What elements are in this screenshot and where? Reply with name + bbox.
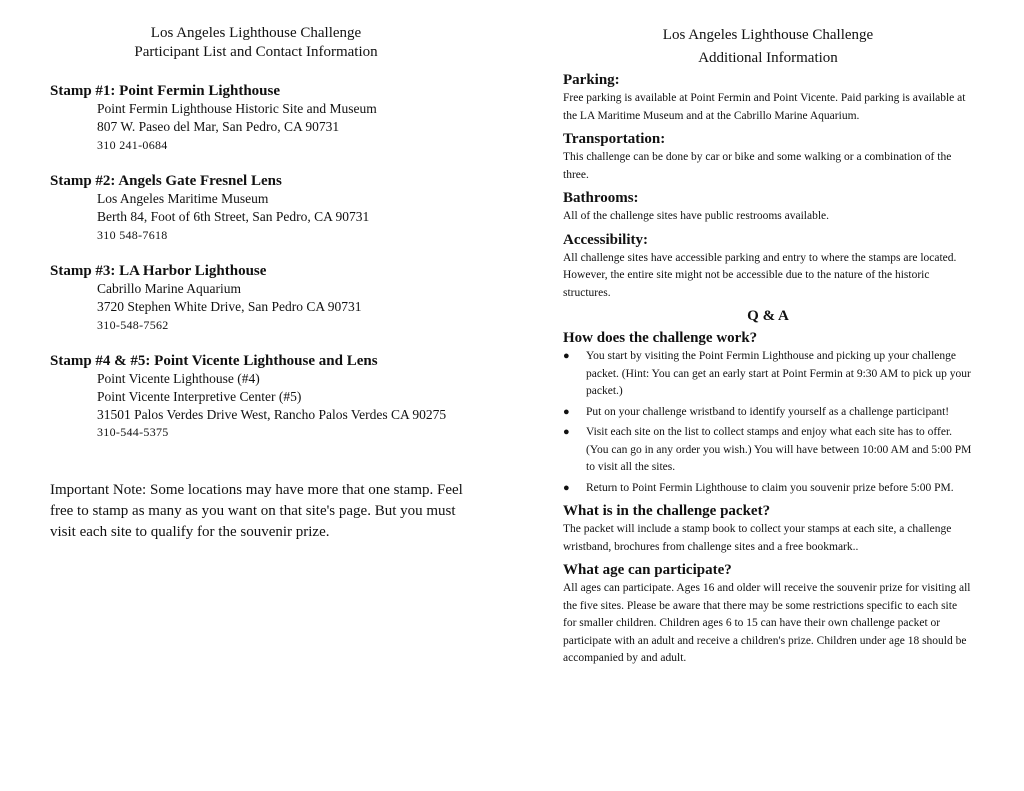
bullet-icon: ●: [563, 405, 570, 418]
stamp-title: Stamp #3: LA Harbor Lighthouse: [50, 263, 267, 279]
site-address: Berth 84, Foot of 6th Street, San Pedro, CA 90731: [97, 209, 370, 224]
site-phone: 310 548-7618: [97, 228, 168, 242]
list-item-text: You start by visiting the Point Fermin Lighthouse and picking up your challenge packet. (Hint: You can get an early start at Point Fermin at 9:30 AM to pick up your packet.): [586, 350, 971, 397]
bullet-icon: ●: [563, 350, 570, 362]
right-page-header: [512, 24, 1024, 70]
age-heading: What age can participate?: [563, 562, 732, 578]
packet-heading: What is in the challenge packet?: [563, 503, 771, 519]
age-text: All ages can participate. Ages 16 and older will receive the souvenir prize for visiting all the five sites. Please be aware that there may be some restrictions specific to each site for smaller children. Children ages 6 to 15 can have their own challenge packet or participate with an adult and receive a children's prize. Children under age 18 should be accompanied by and adult.: [563, 582, 971, 664]
qa-title: Q & A: [747, 308, 789, 324]
right-header-subtitle: Additional Information: [698, 50, 838, 66]
stamp-title: Stamp #1: Point Fermin Lighthouse: [50, 83, 281, 99]
right-page: [512, 0, 1024, 791]
stamp-entry-1: [50, 82, 490, 154]
how-heading: How does the challenge work?: [563, 330, 758, 346]
site-name: Los Angeles Maritime Museum: [97, 191, 269, 206]
site-phone: 310-548-7562: [97, 318, 169, 332]
list-item-text: Visit each site on the list to collect stamps and enjoy what each site has to offer. (You can go in any order you wish.) You will have between 10:00 AM and 5:00 PM to visit all the sites.: [586, 426, 972, 473]
accessibility-text: All challenge sites have accessible parking and entry to where the stamps are located. However, the entire site might not be accessible due to the nature of the historic structures.: [563, 251, 957, 299]
stamp-title: Stamp #2: Angels Gate Fresnel Lens: [50, 173, 282, 189]
parking-text: Free parking is available at Point Fermin and Point Vicente. Paid parking is available at the LA Maritime Museum and at the Cabrillo Marine Aquarium.: [563, 92, 966, 122]
site-address: 31501 Palos Verdes Drive West, Rancho Palos Verdes CA 90275: [97, 407, 447, 422]
site-phone: 310 241-0684: [97, 138, 168, 152]
stamp-entry-4-5: [50, 352, 490, 441]
site-address: 807 W. Paseo del Mar, San Pedro, CA 90731: [97, 119, 340, 134]
list-item-text: Return to Point Fermin Lighthouse to claim you souvenir prize before 5:00 PM.: [586, 481, 954, 494]
list-item: [563, 404, 973, 422]
transportation-text: This challenge can be done by car or bike and some walking or a combination of the three.: [563, 151, 952, 181]
stamp-entry-2: [50, 172, 490, 244]
accessibility-heading: Accessibility:: [563, 231, 648, 248]
bathrooms-heading: Bathrooms:: [563, 190, 639, 206]
stamp-title: Stamp #4 & #5: Point Vicente Lighthouse and Lens: [50, 353, 378, 369]
important-note: Important Note: Some locations may have more that one stamp. Feel free to stamp as many as you want on that site's page. But you must visit each site to qualify for the souvenir prize.: [50, 482, 463, 540]
site-name: Cabrillo Marine Aquarium: [97, 281, 241, 296]
list-item: [563, 348, 973, 401]
how-bullet-list: [563, 348, 973, 497]
site-name: Point Fermin Lighthouse Historic Site and Museum: [97, 101, 377, 116]
transportation-heading: Transportation:: [563, 131, 666, 147]
left-header-subtitle: Participant List and Contact Information: [134, 44, 378, 60]
site-name-secondary: Point Vicente Interpretive Center (#5): [97, 389, 302, 404]
packet-text: The packet will include a stamp book to collect your stamps at each site, a challenge wristband, brochures from challenge sites and a free bookmark..: [563, 523, 952, 553]
site-phone: 310-544-5375: [97, 425, 169, 439]
right-header-title: Los Angeles Lighthouse Challenge: [662, 27, 874, 43]
list-item: [563, 424, 973, 477]
bathrooms-text: All of the challenge sites have public restrooms available.: [563, 210, 830, 222]
list-item-text: Put on your challenge wristband to identify yourself as a challenge participant!: [586, 405, 950, 418]
parking-heading: Parking:: [563, 72, 620, 88]
left-header-title: Los Angeles Lighthouse Challenge: [150, 25, 362, 41]
left-page-header: [0, 24, 512, 62]
bullet-icon: ●: [563, 481, 570, 494]
additional-info-column: [563, 70, 973, 672]
list-item: [563, 480, 973, 498]
site-address: 3720 Stephen White Drive, San Pedro CA 90731: [97, 299, 362, 314]
bullet-icon: ●: [563, 426, 570, 438]
stamp-entry-3: [50, 262, 490, 334]
site-name: Point Vicente Lighthouse (#4): [97, 371, 260, 386]
